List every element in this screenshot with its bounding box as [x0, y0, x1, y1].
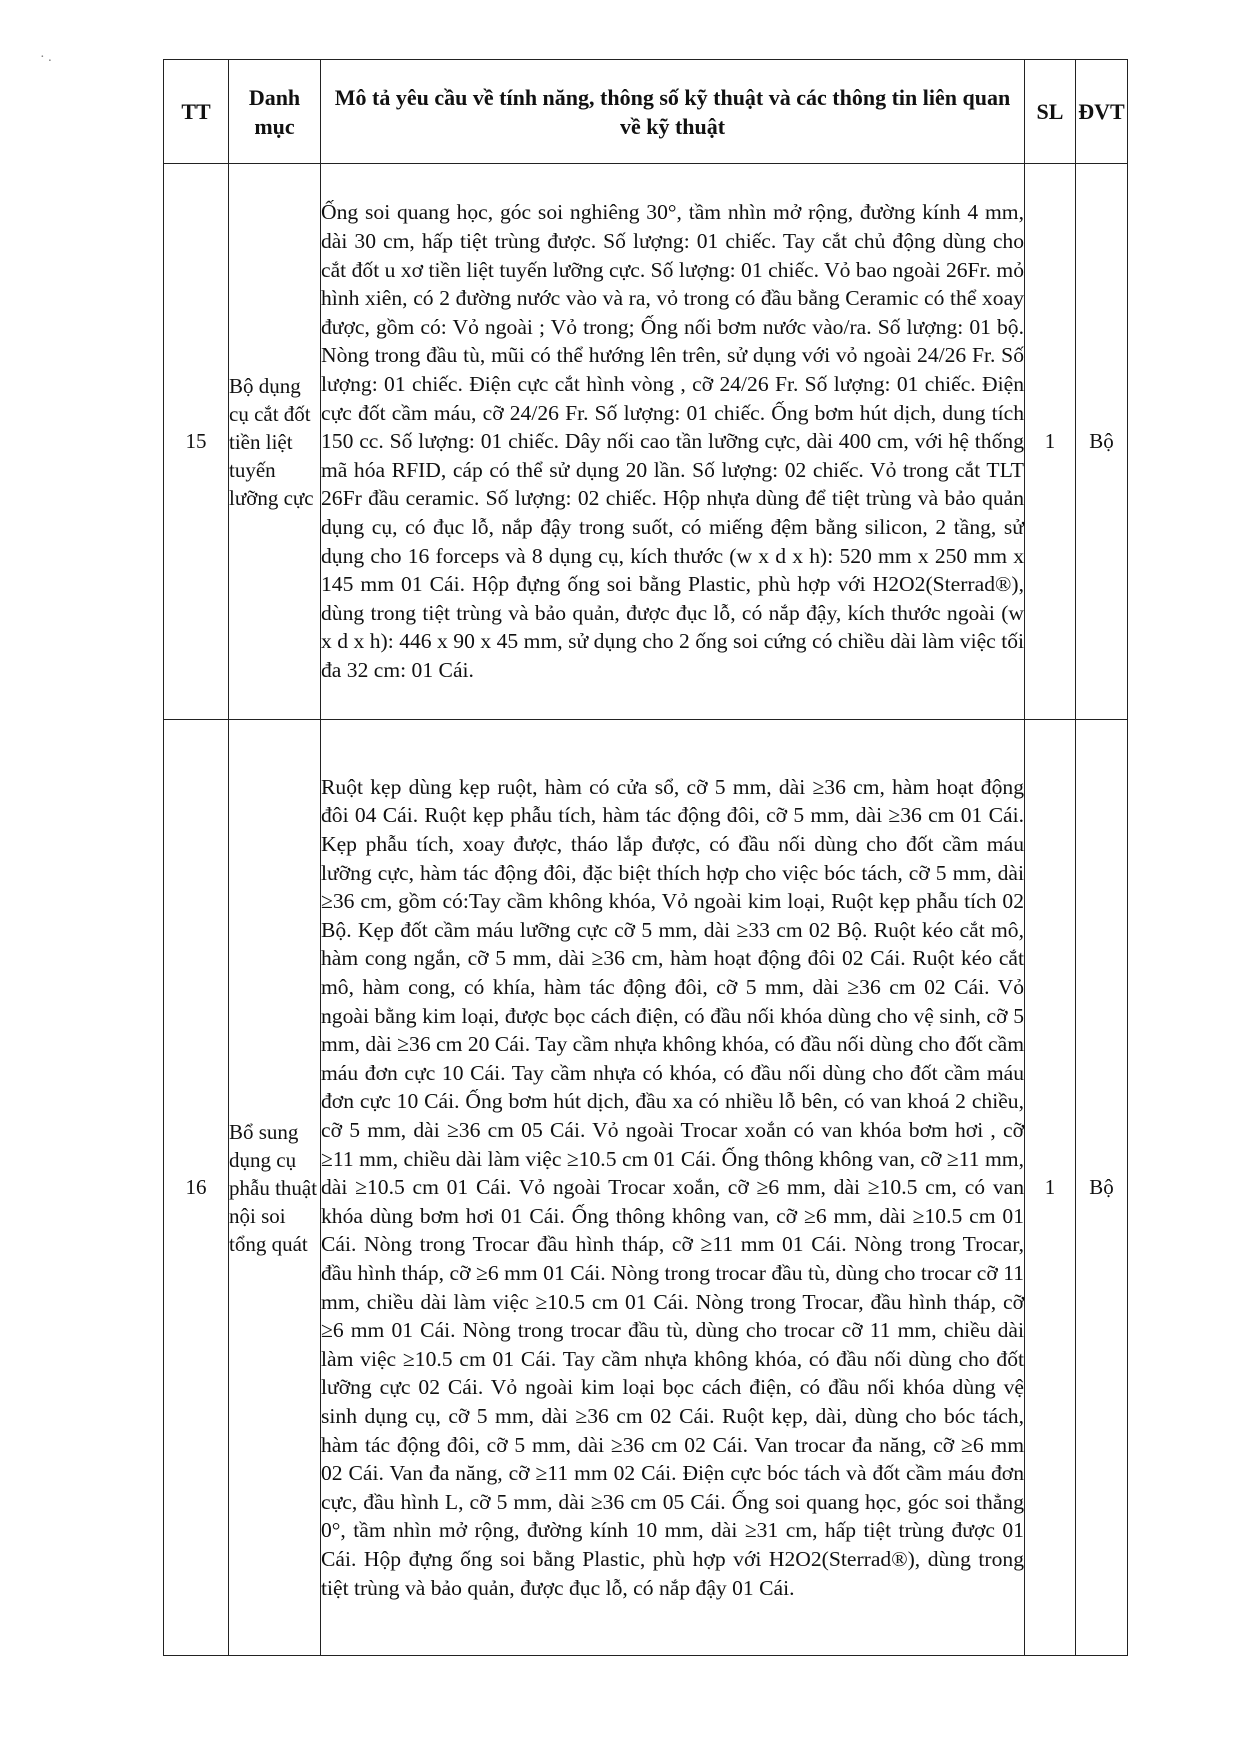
header-tt: TT — [164, 60, 229, 164]
row-mo-ta: Ruột kẹp dùng kẹp ruột, hàm có cửa sổ, cỡ 5 mm, dài ≥36 cm, hàm hoạt động đôi 04 Cái. Ruột kẹp phẫu tích, hàm tác động đôi, cỡ 5 mm, dài ≥36 cm 01 Cái. Kẹp phẫu tích, xoay được, tháo lắp được, có đầu nối dùng cho đốt cầm máu lưỡng cực, hàm tác động đôi, đặc biệt thích hợp cho việc bóc tách, cỡ 5 mm, dài ≥36 cm, gồm có:Tay cầm không khóa, Vỏ ngoài kim loại, Ruột kẹp phẫu tích 02 Bộ. Kẹp đốt cầm máu lưỡng cực cỡ 5 mm, dài ≥33 cm 02 Bộ. Ruột kéo cắt mô, hàm cong ngắn, cỡ 5 mm, dài ≥36 cm, hàm hoạt động đôi 02 Cái. Ruột kéo cắt mô, hàm cong, có khía, hàm tác động đôi, cỡ 5 mm, dài ≥36 cm 02 Cái. Vỏ ngoài bằng kim loại, được bọc cách điện, có đầu nối khóa dùng cho vệ sinh, cỡ 5 mm, dài ≥36 cm 20 Cái. Tay cầm nhựa không khóa, có đầu nối dùng cho đốt cầm máu đơn cực 10 Cái. Tay cầm nhựa có khóa, có đầu nối dùng cho đốt cầm máu đơn cực 10 Cái. Ống bơm hút dịch, đầu xa có nhiều lỗ bên, có van khoá 2 chiều, cỡ 5 mm, dài ≥36 cm 05 Cái. Vỏ ngoài Trocar xoắn có van khóa bơm hơi , cỡ ≥11 mm, chiều dài làm việc ≥10.5 cm 01 Cái. Ống thông không van, cỡ ≥11 mm, dài ≥10.5 cm 01 Cái. Vỏ ngoài Trocar xoắn, cỡ ≥6 mm, dài ≥10.5 cm, có van khóa dùng bơm hơi 01 Cái. Ống thông không van, cỡ ≥6 mm, dài ≥10.5 cm 01 Cái. Nòng trong Trocar đầu hình tháp, cỡ ≥11 mm 01 Cái. Nòng trong Trocar, đầu hình tháp, cỡ ≥6 mm 01 Cái. Nòng trong trocar đầu tù, dùng cho trocar cỡ 11 mm, chiều dài làm việc ≥10.5 cm 01 Cái. Nòng trong Trocar, đầu hình tháp, cỡ ≥6 mm 01 Cái. Nòng trong trocar đầu tù, dùng cho trocar cỡ 11 mm, chiều dài làm việc ≥10.5 cm 01 Cái. Tay cầm nhựa không khóa, có đầu nối dùng cho đốt lưỡng cực 02 Cái. Vỏ ngoài kim loại bọc cách điện, có đầu nối khóa dùng vệ sinh dụng cụ, cỡ 5 mm, dài ≥36 cm 02 Cái. Ruột kẹp, dài, dùng cho bóc tách, hàm tác động đôi, cỡ 5 mm, dài ≥36 cm 02 Cái. Van trocar đa năng, cỡ ≥6 mm 02 Cái. Van đa năng, cỡ ≥11 mm 02 Cái. Điện cực bóc tách và đốt cầm máu đơn cực, đầu hình L, cỡ 5 mm, dài ≥36 cm 05 Cái. Ống soi quang học, góc soi thẳng 0°, tầm nhìn mở rộng, đường kính 10 mm, dài ≥31 cm, hấp tiệt trùng được 01 Cái. Hộp đựng ống soi bằng Plastic, phù hợp với H2O2(Sterrad®), dùng trong tiệt trùng và bảo quản, được đục lỗ, có nắp đậy 01 Cái. — [321, 720, 1025, 1656]
scan-speck: · . — [40, 50, 52, 65]
table-body — [164, 164, 1128, 1656]
row-sl: 1 — [1025, 164, 1076, 720]
table-row — [164, 164, 1128, 720]
table-row — [164, 720, 1128, 1656]
row-tt: 16 — [164, 720, 229, 1656]
header-row — [164, 60, 1128, 164]
header-sl: SL — [1025, 60, 1076, 164]
header-dvt: ĐVT — [1076, 60, 1128, 164]
row-dvt: Bộ — [1076, 164, 1128, 720]
row-danh-muc: Bổ sung dụng cụ phẫu thuật nội soi tổng quát — [229, 720, 321, 1656]
row-sl: 1 — [1025, 720, 1076, 1656]
row-mo-ta: Ống soi quang học, góc soi nghiêng 30°, tầm nhìn mở rộng, đường kính 4 mm, dài 30 cm, hấp tiệt trùng được. Số lượng: 01 chiếc. Tay cắt chủ động dùng cho cắt đốt u xơ tiền liệt tuyến lưỡng cực. Số lượng: 01 chiếc. Vỏ bao ngoài 26Fr. mỏ hình xiên, có 2 đường nước vào và ra, vỏ trong có đầu bằng Ceramic có thể xoay được, gồm có: Vỏ ngoài ; Vỏ trong; Ống nối bơm nước vào/ra. Số lượng: 01 bộ. Nòng trong đầu tù, mũi có thể hướng lên trên, sử dụng với vỏ ngoài 24/26 Fr. Số lượng: 01 chiếc. Điện cực cắt hình vòng , cỡ 24/26 Fr. Số lượng: 01 chiếc. Điện cực đốt cầm máu, cỡ 24/26 Fr. Số lượng: 01 chiếc. Ống bơm hút dịch, dung tích 150 cc. Số lượng: 01 chiếc. Dây nối cao tần lưỡng cực, dài 400 cm, với hệ thống mã hóa RFID, cáp có thể sử dụng 20 lần. Số lượng: 02 chiếc. Vỏ trong cắt TLT 26Fr đầu ceramic. Số lượng: 02 chiếc. Hộp nhựa dùng để tiệt trùng và bảo quản dụng cụ, có đục lỗ, nắp đậy trong suốt, có miếng đệm bằng silicon, 2 tầng, sử dụng cho 16 forceps và 8 dụng cụ, kích thước (w x d x h): 520 mm x 250 mm x 145 mm 01 Cái. Hộp đựng ống soi bằng Plastic, phù hợp với H2O2(Sterrad®), dùng trong tiệt trùng và bảo quản, được đục lỗ, có nắp đậy, kích thước ngoài (w x d x h): 446 x 90 x 45 mm, sử dụng cho 2 ống soi cứng có chiều dài làm việc tối đa 32 cm: 01 Cái. — [321, 164, 1025, 720]
row-tt: 15 — [164, 164, 229, 720]
row-dvt: Bộ — [1076, 720, 1128, 1656]
specification-table — [163, 59, 1128, 1656]
header-danh-muc: Danh mục — [229, 60, 321, 164]
header-mo-ta: Mô tả yêu cầu về tính năng, thông số kỹ thuật và các thông tin liên quan về kỹ thuật — [321, 60, 1025, 164]
table-header — [164, 60, 1128, 164]
row-danh-muc: Bộ dụng cụ cắt đốt tiền liệt tuyến lưỡng cực — [229, 164, 321, 720]
